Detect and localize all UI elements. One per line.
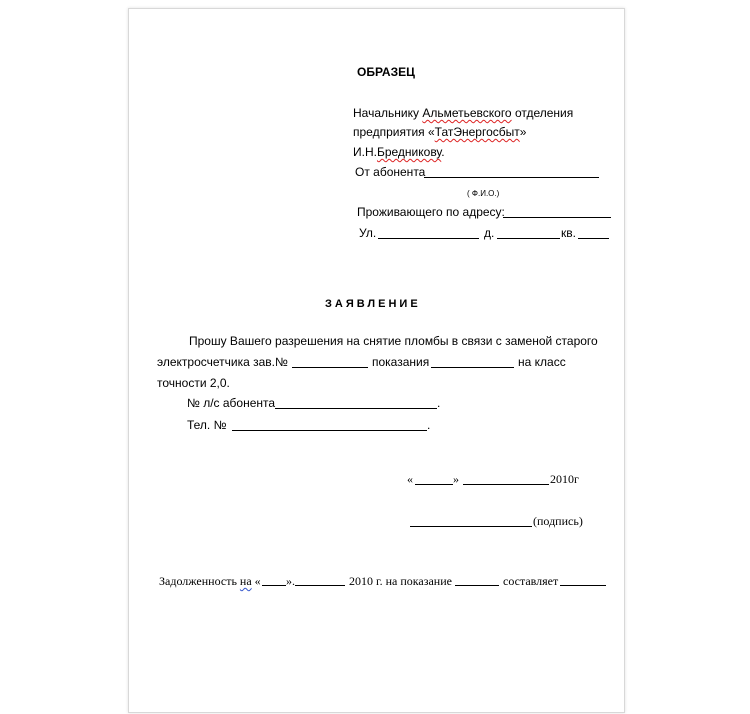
body-line-3: точности 2,0. <box>157 376 230 390</box>
body-line-2-reading-label: показания <box>372 355 430 369</box>
addressee-line-3: И.Н.Бредникову. <box>353 145 445 159</box>
reading-line <box>431 367 514 368</box>
street-line <box>378 238 479 239</box>
apartment-line <box>578 238 609 239</box>
fio-note: ( Ф.И.О.) <box>467 189 500 198</box>
signature-label: (подпись) <box>533 514 583 528</box>
date-quote-close: » <box>453 472 459 486</box>
serial-number-line <box>292 367 368 368</box>
debt-reading-label: 2010 г. на показание <box>349 574 452 588</box>
house-label: д. <box>484 226 495 240</box>
body-line-1: Прошу Вашего разрешения на снятие пломбы в связи с заменой старого <box>189 334 598 348</box>
document-page <box>128 8 625 713</box>
address-line <box>503 217 611 218</box>
date-year: 2010г <box>550 472 579 486</box>
signature-line <box>410 526 532 527</box>
debt-day-line <box>262 585 286 586</box>
debt-amount-line <box>560 585 606 586</box>
debt-line-start: Задолженность на « <box>159 574 261 588</box>
debt-reading-line <box>455 585 499 586</box>
body-line-2-class-label: на класс <box>518 355 566 369</box>
address-label: Проживающего по адресу: <box>357 205 505 219</box>
sample-heading: ОБРАЗЕЦ <box>357 65 415 79</box>
statement-title: ЗАЯВЛЕНИЕ <box>325 298 421 310</box>
phone-line <box>232 430 427 431</box>
account-line <box>275 408 437 409</box>
account-end: . <box>437 396 441 410</box>
date-day-line <box>415 484 453 485</box>
account-label: № л/с абонента <box>187 396 276 410</box>
subscriber-name-line <box>424 177 599 178</box>
house-line <box>497 238 560 239</box>
date-month-line <box>463 484 549 485</box>
addressee-line-1: Начальнику Альметьевского отделения <box>353 106 574 120</box>
from-subscriber-label: От абонента <box>355 165 426 179</box>
debt-quote-close: ». <box>286 574 295 588</box>
street-label: Ул. <box>359 226 377 240</box>
body-line-2-serial-label: электросчетчика зав.№ <box>157 355 288 369</box>
addressee-line-2: предприятия «ТатЭнергосбыт» <box>353 125 527 139</box>
date-quote-open: « <box>407 472 413 486</box>
apartment-label: кв. <box>561 226 576 240</box>
debt-amount-label: составляет <box>503 574 559 588</box>
phone-label: Тел. № <box>187 418 227 432</box>
phone-end: . <box>427 418 431 432</box>
debt-month-line <box>295 585 345 586</box>
